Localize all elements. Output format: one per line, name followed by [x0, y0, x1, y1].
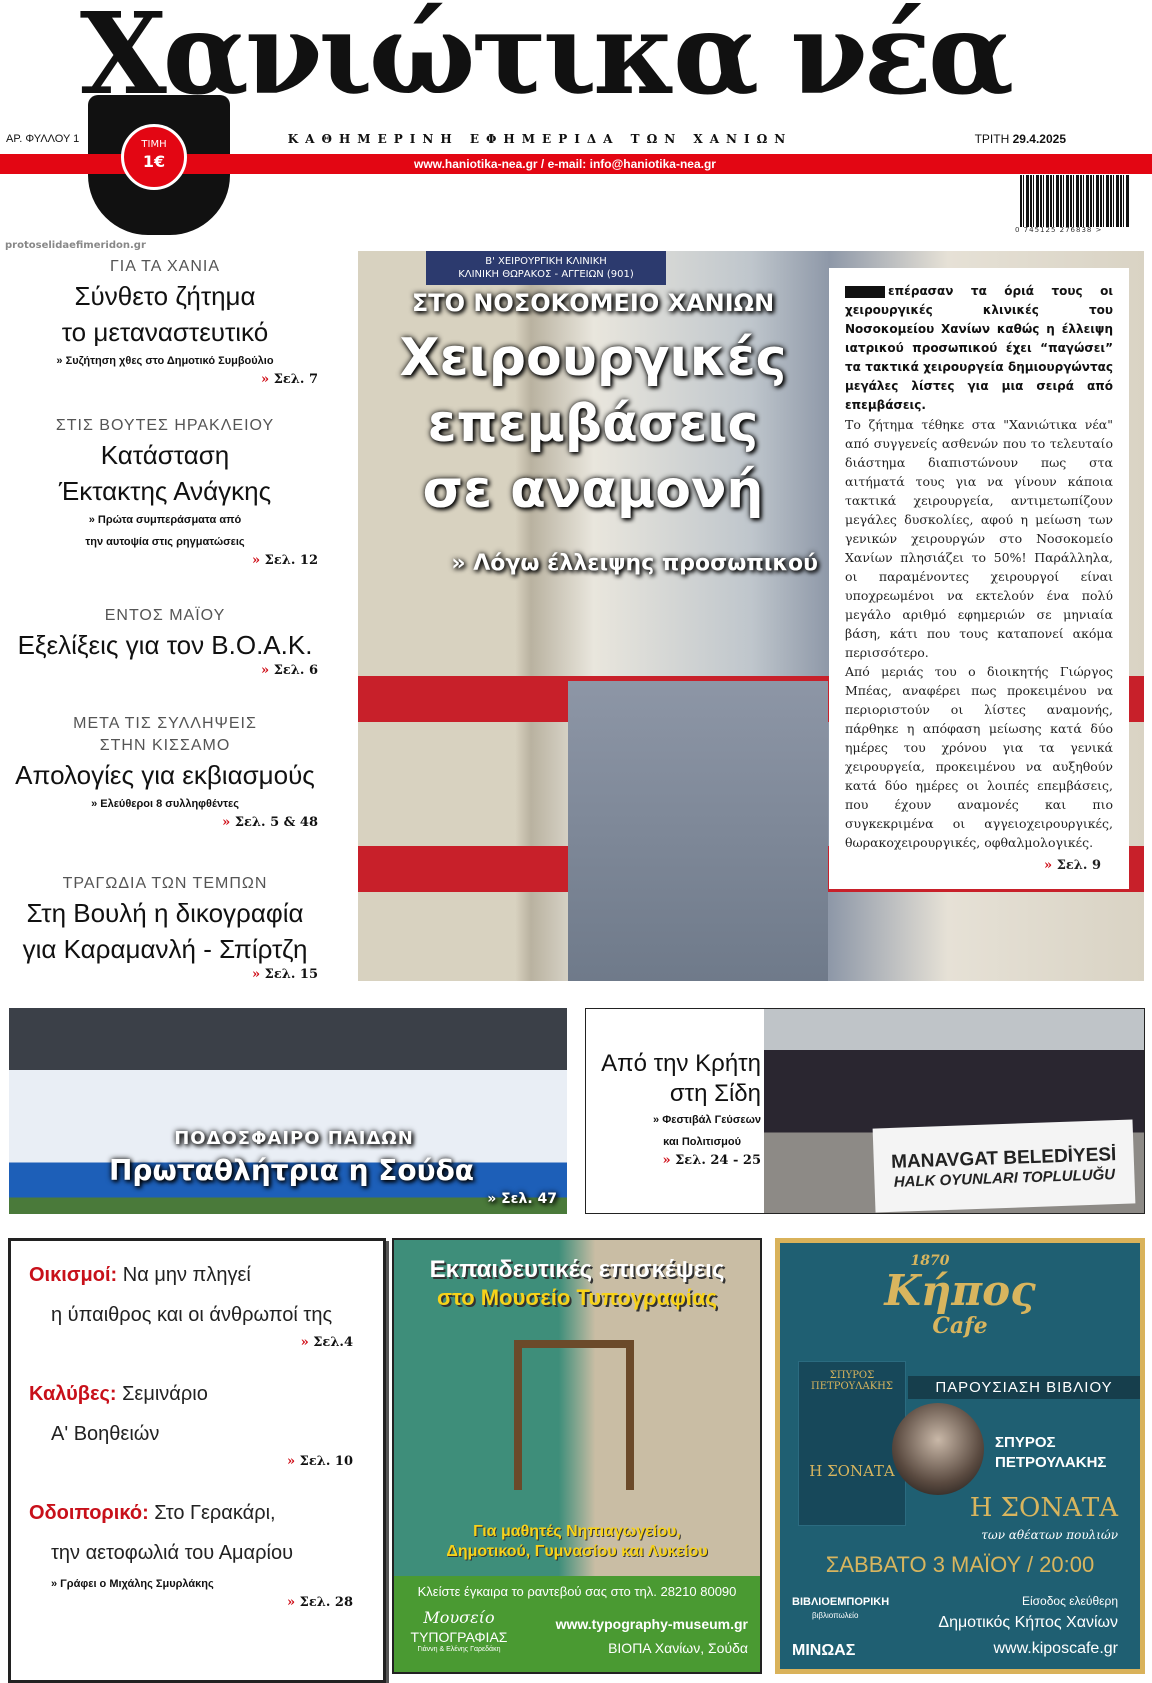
- briefs-box: [8, 1238, 386, 1683]
- drop-cap: [845, 286, 885, 298]
- headline: Απολογίες για εκβιασμούς: [15, 760, 315, 790]
- subhead: την αυτοψία στις ρηγματώσεις: [85, 536, 245, 548]
- headline: για Καραμανλή - Σπίρτζη: [22, 934, 308, 964]
- headline: Στη Βουλή η δικογραφία: [26, 898, 304, 928]
- festival-photo: [764, 1009, 1145, 1214]
- ad-audience: Για μαθητές Νηπιαγωγείου,: [473, 1523, 681, 1540]
- page-ref: » Σελ. 47: [487, 1191, 557, 1207]
- story-voutes[interactable]: [0, 415, 330, 568]
- museum-logo: Μουσείο: [423, 1608, 495, 1627]
- main-subhead: » Λόγω έλλειψης προσωπικού: [451, 551, 818, 576]
- page-ref: » Σελ. 28: [286, 1595, 353, 1610]
- page-ref: » Σελ. 5 & 48: [222, 815, 318, 830]
- kicker: ΜΕΤΑ ΤΙΣ ΣΥΛΛΗΨΕΙΣ ΣΤΗΝ ΚΙΣΣΑΜΟ: [73, 715, 257, 754]
- event-label: ΠΑΡΟΥΣΙΑΣΗ ΒΙΒΛΙΟΥ: [908, 1376, 1140, 1399]
- story-tempi[interactable]: [0, 873, 330, 982]
- page-ref: » Σελ. 7: [261, 372, 318, 387]
- price-value: 1€: [142, 152, 166, 171]
- headline: το μεταναστευτικό: [61, 317, 269, 347]
- kipos-website[interactable]: www.kiposcafe.gr: [993, 1640, 1118, 1657]
- headline: Κατάσταση: [100, 440, 230, 470]
- author-name: ΠΕΤΡΟΥΛΑΚΗΣ: [995, 1454, 1107, 1471]
- brand-year: 1870: [910, 1253, 950, 1269]
- subhead: » Πρώτα συμπεράσματα από: [88, 514, 242, 526]
- event-datetime: ΣΑΒΒΑΤΟ 3 ΜΑΪΟΥ / 20:00: [825, 1552, 1095, 1577]
- ad-subtitle: στο Μουσείο Τυπογραφίας: [437, 1285, 717, 1310]
- kipos-cafe-ad[interactable]: [775, 1238, 1145, 1674]
- barcode-number: 0 745125 276838 >: [1015, 226, 1103, 234]
- kicker: ΣΤΙΣ ΒΟΥΤΕΣ ΗΡΑΚΛΕΙΟΥ: [55, 417, 275, 434]
- story-kissamos[interactable]: [0, 713, 330, 830]
- entry-note: Είσοδος ελεύθερη: [1021, 1594, 1118, 1608]
- manavgat-banner: MANAVGAT BELEDİYESİ HALK OYUNLARI TOPLULUĞU: [873, 1119, 1136, 1212]
- museum-logo-text: ΤΥΠΟΓΡΑΦΙΑΣ: [410, 1629, 508, 1645]
- brief-item[interactable]: Οικισμοί: Να μην πληγεί η ύπαιθρος και οι άνθρωποί της » Σελ.4: [29, 1255, 365, 1350]
- sports-kicker: ΠΟΔΟΣΦΑΙΡΟ ΠΑΙΔΩΝ: [174, 1128, 414, 1149]
- date: 29.4.2025: [1012, 132, 1066, 146]
- subhead: » Συζήτηση χθες στο Δημοτικό Συμβούλιο: [56, 355, 274, 367]
- page-ref: » Σελ.4: [300, 1335, 353, 1350]
- page-ref: » Σελ. 15: [251, 967, 318, 982]
- sponsor-logo-sub: βιβλιοπωλείο: [812, 1611, 859, 1620]
- article-paragraph: Το ζήτημα τέθηκε στα "Χανιώτικα νέα" από συγγενείς ασθενών που το τελευταίο διάστημα διαπιστώνουν πως στα αιτήματά τους για να γίνουν κάποια τακτικά χειρουργεία, αντιμετωπίζουν μεγάλες δυσκολίες, αφού η μείωση των γενικών χειρουργών στο Νοσοκομείο Χανίων πλησιάζει το 50%! Παράλληλα, οι παραμένοντες χειρουργοί είναι υποχρεωμένοι να εκτελούν ένα πολύ μεγάλο αριθμό εφημεριών σε μηνιαία βάση, κάτι που τους καταπονεί ακόμα περισσότερο.: [845, 417, 1113, 660]
- sports-headline: Πρωταθλήτρια η Σούδα: [109, 1154, 475, 1187]
- brand-logo: Κήπος: [884, 1266, 1036, 1315]
- sports-photo[interactable]: [9, 1008, 567, 1214]
- subhead: » Ελεύθεροι 8 συλληφθέντες: [91, 798, 239, 810]
- issue-number: ΑΡ. ΦΥΛΛΟΥ 1: [6, 133, 80, 145]
- museum-website[interactable]: www.typography-museum.gr: [555, 1616, 748, 1632]
- ad-title: Εκπαιδευτικές επισκέψεις: [429, 1256, 725, 1283]
- kicker: ΤΡΑΓΩΔΙΑ ΤΩΝ ΤΕΜΠΩΝ: [62, 875, 268, 892]
- festival-story[interactable]: [585, 1008, 1145, 1214]
- watermark: protoselidaefimeridon.gr: [5, 240, 146, 251]
- brand-logo-sub: Cafe: [932, 1313, 988, 1339]
- headline: Έκτακτης Ανάγκης: [58, 476, 272, 506]
- article-paragraph: Από μεριάς του ο διοικητής Γιώργος Μπέας, αναφέρει πως προκειμένου να περιοριστούν οι λίστες αναμονής, πάρθηκε η απόφαση μείωσης κατά δύο ημέρες του χρόνου για τα γενικά χειρουργεία, προκειμένου να αυξηθούν κατά δύο ημέρες οι λοιπές επεμβάσεις, που έχουν αναμονές και πιο συγκεκριμένα οι αγγειοχειρουργικές, θωρακοχειρουργικές, οφθαλμολογικές.: [845, 664, 1113, 850]
- masthead-title: Χανιώτικα νέα: [79, 0, 1011, 120]
- contact-link[interactable]: www.haniotika-nea.gr / e-mail: info@haniotika-nea.gr: [414, 157, 716, 171]
- price-label: ΤΙΜΗ: [141, 139, 167, 150]
- printing-press-illustration: [514, 1340, 634, 1490]
- museum-footer: [394, 1576, 760, 1672]
- page-ref: » Σελ. 24 - 25: [662, 1153, 761, 1168]
- page-ref: » Σελ. 10: [286, 1454, 353, 1469]
- brief-item[interactable]: Καλύβες: Σεμινάριο Α' Βοηθειών » Σελ. 10: [29, 1374, 365, 1469]
- barcode: [1020, 175, 1130, 227]
- booking-text: Κλείστε έγκαιρα το ραντεβού σας στο τηλ. 28210 80090: [417, 1584, 737, 1599]
- museum-logo-sub: Γιάννη & Ελένης Γαρεδάκη: [417, 1646, 501, 1653]
- festival-headline: στη Σίδη: [669, 1080, 761, 1107]
- subhead: και Πολιτισμού: [663, 1136, 741, 1148]
- author-photo: [892, 1403, 984, 1495]
- book-subtitle: των αθέατων πουλιών: [981, 1528, 1118, 1542]
- headline: Σύνθετο ζήτημα: [74, 281, 256, 311]
- tagline: ΚΑΘΗΜΕΡΙΝΗ ΕΦΗΜΕΡΙΔΑ ΤΩΝ ΧΑΝΙΩΝ: [287, 132, 793, 146]
- book-cover: ΣΠΥΡΟΣ ΠΕΤΡΟΥΛΑΚΗΣ Η ΣΟΝΑΤΑ: [798, 1361, 906, 1526]
- main-article: [829, 268, 1129, 889]
- price-badge: [121, 124, 187, 190]
- page-ref: » Σελ. 6: [261, 663, 318, 678]
- kicker: ΕΝΤΟΣ ΜΑΪΟΥ: [104, 607, 226, 624]
- headline: Εξελίξεις για τον Β.Ο.Α.Κ.: [17, 630, 313, 660]
- main-kicker: ΣΤΟ ΝΟΣΟΚΟΜΕΙΟ ΧΑΝΙΩΝ: [411, 289, 775, 317]
- byline: » Γράφει ο Μιχάλης Σμυρλάκης: [51, 1578, 214, 1590]
- book-title: Η ΣΟΝΑΤΑ: [969, 1493, 1118, 1523]
- venue: Δημοτικός Κήπος Χανίων: [938, 1614, 1118, 1631]
- issue-date: [975, 132, 1066, 146]
- museum-address: ΒΙΟΠΑ Χανίων, Σούδα: [608, 1640, 748, 1656]
- author-name: ΣΠΥΡΟΣ: [995, 1434, 1056, 1451]
- day: ΤΡΙΤΗ: [974, 132, 1010, 146]
- story-migration[interactable]: [0, 256, 330, 387]
- story-voak[interactable]: [0, 605, 330, 678]
- brief-item[interactable]: Οδοιπορικό: Στο Γερακάρι, την αετοφωλιά του Αμαρίου » Γράφει ο Μιχάλης Σμυρλάκης » Σελ. 28: [29, 1493, 365, 1610]
- page-ref: » Σελ. 9: [1044, 858, 1101, 873]
- festival-headline: Από την Κρήτη: [601, 1050, 761, 1077]
- kicker: ΓΙΑ ΤΑ ΧΑΝΙΑ: [109, 258, 221, 275]
- article-lead: επέρασαν τα όριά τους οι χειρουργικές κλινικές του Νοσοκομείου Χανίων καθώς η έλλειψη ιατρικού προσωπικού έχει “παγώσει” τα τακτικά χειρουργεία δημιουργώντας μεγάλες λίστες για μια σειρά από επεμβάσεις.: [845, 284, 1113, 412]
- main-headline: Χειρουργικές επεμβάσεις σε αναμονή: [399, 328, 787, 520]
- museum-ad[interactable]: [392, 1238, 762, 1674]
- sponsor-logo: ΒΙΒΛΙΟΕΜΠΟΡΙΚΗ: [792, 1596, 890, 1608]
- corridor-floor: [568, 681, 828, 981]
- publisher-logo: ΜΙΝΩΑΣ: [792, 1642, 856, 1659]
- page-ref: » Σελ. 12: [251, 553, 318, 568]
- ad-audience: Δημοτικού, Γυμνασίου και Λυκείου: [446, 1543, 708, 1560]
- clinic-sign: Β' ΧΕΙΡΟΥΡΓΙΚΗ ΚΛΙΝΙΚΗ ΚΛΙΝΙΚΗ ΘΩΡΑΚΟΣ - ΑΓΓΕΙΩΝ (901): [426, 251, 666, 285]
- subhead: » Φεστιβάλ Γεύσεων: [653, 1114, 761, 1126]
